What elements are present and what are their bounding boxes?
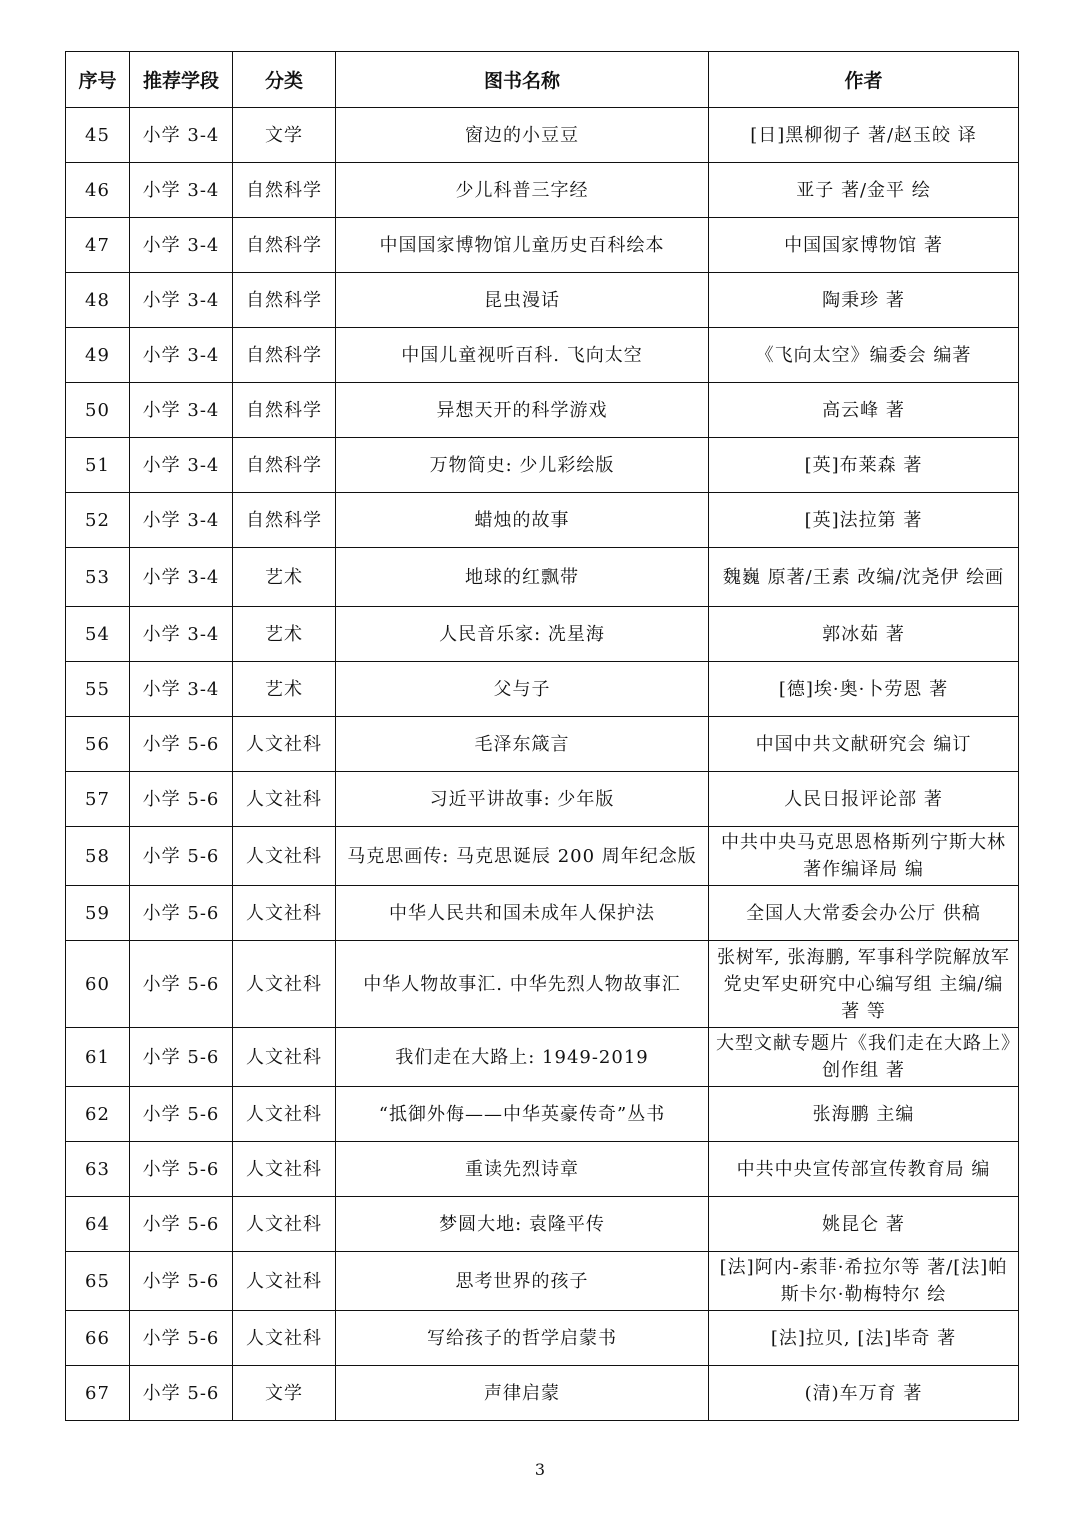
cell-title: 窗边的小豆豆: [336, 108, 709, 163]
cell-author: 高云峰 著: [709, 383, 1019, 438]
cell-title: 声律启蒙: [336, 1366, 709, 1421]
cell-author: (清)车万育 著: [709, 1366, 1019, 1421]
cell-title: 万物简史: 少儿彩绘版: [336, 438, 709, 493]
cell-category: 文学: [233, 108, 336, 163]
cell-category: 艺术: [233, 548, 336, 607]
cell-title: 昆虫漫话: [336, 273, 709, 328]
cell-author: 姚昆仑 著: [709, 1197, 1019, 1252]
cell-author: 中国国家博物馆 著: [709, 218, 1019, 273]
cell-title: 人民音乐家: 冼星海: [336, 607, 709, 662]
table-row: [66, 1366, 1019, 1421]
cell-index: 51: [66, 438, 130, 493]
cell-category: 人文社科: [233, 941, 336, 1028]
cell-category: 自然科学: [233, 273, 336, 328]
cell-author: [英]法拉第 著: [709, 493, 1019, 548]
cell-title: 中国儿童视听百科. 飞向太空: [336, 328, 709, 383]
cell-index: 52: [66, 493, 130, 548]
cell-index: 66: [66, 1311, 130, 1366]
cell-category: 人文社科: [233, 1142, 336, 1197]
cell-author: 张树军, 张海鹏, 军事科学院解放军党史军史研究中心编写组 主编/编著 等: [709, 941, 1019, 1028]
cell-stage: 小学 5-6: [130, 1028, 233, 1087]
cell-author: [德]埃·奥·卜劳恩 著: [709, 662, 1019, 717]
table-row: [66, 493, 1019, 548]
cell-title: 毛泽东箴言: [336, 717, 709, 772]
cell-title: 蜡烛的故事: [336, 493, 709, 548]
table-row: [66, 1311, 1019, 1366]
cell-author: 大型文献专题片《我们走在大路上》创作组 著: [709, 1028, 1019, 1087]
cell-stage: 小学 3-4: [130, 383, 233, 438]
table-row: [66, 941, 1019, 1028]
cell-author: 中国中共文献研究会 编订: [709, 717, 1019, 772]
table-row: [66, 273, 1019, 328]
cell-title: “抵御外侮——中华英豪传奇”丛书: [336, 1087, 709, 1142]
cell-category: 人文社科: [233, 1087, 336, 1142]
cell-category: 人文社科: [233, 717, 336, 772]
cell-index: 61: [66, 1028, 130, 1087]
table-row: [66, 1028, 1019, 1087]
cell-index: 59: [66, 886, 130, 941]
cell-author: 《飞向太空》编委会 编著: [709, 328, 1019, 383]
cell-category: 艺术: [233, 607, 336, 662]
cell-category: 人文社科: [233, 1028, 336, 1087]
cell-category: 人文社科: [233, 827, 336, 886]
table-row: [66, 1197, 1019, 1252]
cell-index: 55: [66, 662, 130, 717]
cell-index: 60: [66, 941, 130, 1028]
cell-index: 45: [66, 108, 130, 163]
table-row: [66, 218, 1019, 273]
cell-stage: 小学 5-6: [130, 1311, 233, 1366]
cell-category: 自然科学: [233, 218, 336, 273]
cell-title: 我们走在大路上: 1949-2019: [336, 1028, 709, 1087]
cell-index: 49: [66, 328, 130, 383]
cell-stage: 小学 5-6: [130, 1252, 233, 1311]
cell-title: 父与子: [336, 662, 709, 717]
cell-category: 人文社科: [233, 1311, 336, 1366]
table-row: [66, 328, 1019, 383]
cell-stage: 小学 3-4: [130, 163, 233, 218]
cell-index: 64: [66, 1197, 130, 1252]
cell-author: 张海鹏 主编: [709, 1087, 1019, 1142]
cell-title: 异想天开的科学游戏: [336, 383, 709, 438]
cell-stage: 小学 5-6: [130, 717, 233, 772]
table-body: [66, 108, 1019, 1421]
cell-stage: 小学 5-6: [130, 1087, 233, 1142]
header-author: 作者: [709, 52, 1019, 108]
cell-stage: 小学 3-4: [130, 328, 233, 383]
cell-title: 中国国家博物馆儿童历史百科绘本: [336, 218, 709, 273]
table-row: [66, 886, 1019, 941]
cell-title: 马克思画传: 马克思诞辰 200 周年纪念版: [336, 827, 709, 886]
cell-title: 地球的红飘带: [336, 548, 709, 607]
cell-category: 自然科学: [233, 383, 336, 438]
table-row: [66, 1087, 1019, 1142]
cell-title: 中华人民共和国未成年人保护法: [336, 886, 709, 941]
cell-stage: 小学 5-6: [130, 772, 233, 827]
cell-title: 少儿科普三字经: [336, 163, 709, 218]
cell-author: 中共中央马克思恩格斯列宁斯大林著作编译局 编: [709, 827, 1019, 886]
header-stage: 推荐学段: [130, 52, 233, 108]
cell-author: [法]拉贝, [法]毕奇 著: [709, 1311, 1019, 1366]
cell-index: 67: [66, 1366, 130, 1421]
table-row: [66, 383, 1019, 438]
cell-stage: 小学 5-6: [130, 1366, 233, 1421]
table-row: [66, 607, 1019, 662]
cell-author: 人民日报评论部 著: [709, 772, 1019, 827]
cell-category: 自然科学: [233, 328, 336, 383]
table-header-row: [66, 52, 1019, 108]
cell-title: 中华人物故事汇. 中华先烈人物故事汇: [336, 941, 709, 1028]
cell-stage: 小学 3-4: [130, 607, 233, 662]
cell-index: 46: [66, 163, 130, 218]
cell-index: 54: [66, 607, 130, 662]
cell-index: 58: [66, 827, 130, 886]
book-list-table: [65, 51, 1019, 1421]
cell-category: 人文社科: [233, 772, 336, 827]
table-row: [66, 163, 1019, 218]
cell-category: 艺术: [233, 662, 336, 717]
cell-author: 中共中央宣传部宣传教育局 编: [709, 1142, 1019, 1197]
table-row: [66, 438, 1019, 493]
cell-author: 郭冰茹 著: [709, 607, 1019, 662]
table-row: [66, 1252, 1019, 1311]
table-row: [66, 662, 1019, 717]
cell-stage: 小学 3-4: [130, 438, 233, 493]
cell-stage: 小学 3-4: [130, 273, 233, 328]
cell-category: 人文社科: [233, 886, 336, 941]
cell-author: 亚子 著/金平 绘: [709, 163, 1019, 218]
table-row: [66, 108, 1019, 163]
cell-index: 53: [66, 548, 130, 607]
cell-author: [日]黑柳彻子 著/赵玉皎 译: [709, 108, 1019, 163]
cell-stage: 小学 5-6: [130, 827, 233, 886]
table-row: [66, 827, 1019, 886]
page-number: 3: [534, 1460, 546, 1479]
cell-author: [英]布莱森 著: [709, 438, 1019, 493]
table-row: [66, 548, 1019, 607]
cell-title: 重读先烈诗章: [336, 1142, 709, 1197]
cell-stage: 小学 5-6: [130, 886, 233, 941]
cell-title: 写给孩子的哲学启蒙书: [336, 1311, 709, 1366]
cell-index: 62: [66, 1087, 130, 1142]
cell-title: 习近平讲故事: 少年版: [336, 772, 709, 827]
cell-stage: 小学 5-6: [130, 1197, 233, 1252]
table-row: [66, 1142, 1019, 1197]
cell-category: 人文社科: [233, 1252, 336, 1311]
cell-stage: 小学 5-6: [130, 941, 233, 1028]
cell-author: 全国人大常委会办公厅 供稿: [709, 886, 1019, 941]
cell-index: 57: [66, 772, 130, 827]
header-index: 序号: [66, 52, 130, 108]
header-title: 图书名称: [336, 52, 709, 108]
cell-author: 陶秉珍 著: [709, 273, 1019, 328]
table-row: [66, 772, 1019, 827]
cell-category: 自然科学: [233, 163, 336, 218]
header-category: 分类: [233, 52, 336, 108]
cell-stage: 小学 5-6: [130, 1142, 233, 1197]
cell-index: 47: [66, 218, 130, 273]
cell-category: 自然科学: [233, 438, 336, 493]
cell-author: 魏巍 原著/王素 改编/沈尧伊 绘画: [709, 548, 1019, 607]
cell-index: 63: [66, 1142, 130, 1197]
cell-category: 人文社科: [233, 1197, 336, 1252]
cell-author: [法]阿内-索菲·希拉尔等 著/[法]帕斯卡尔·勒梅特尔 绘: [709, 1252, 1019, 1311]
cell-stage: 小学 3-4: [130, 218, 233, 273]
cell-index: 48: [66, 273, 130, 328]
cell-title: 梦圆大地: 袁隆平传: [336, 1197, 709, 1252]
cell-stage: 小学 3-4: [130, 662, 233, 717]
cell-title: 思考世界的孩子: [336, 1252, 709, 1311]
cell-category: 文学: [233, 1366, 336, 1421]
cell-stage: 小学 3-4: [130, 548, 233, 607]
cell-index: 56: [66, 717, 130, 772]
cell-index: 50: [66, 383, 130, 438]
cell-stage: 小学 3-4: [130, 108, 233, 163]
cell-stage: 小学 3-4: [130, 493, 233, 548]
cell-index: 65: [66, 1252, 130, 1311]
table-row: [66, 717, 1019, 772]
cell-category: 自然科学: [233, 493, 336, 548]
